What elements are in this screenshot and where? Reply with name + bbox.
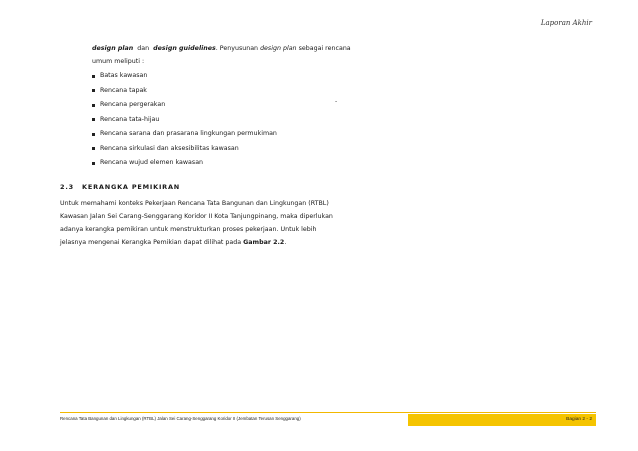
stray-mark: - <box>335 98 338 105</box>
document-header-title: Laporan Akhir <box>540 19 592 27</box>
intro-line-2: umum meliputi : <box>92 58 145 65</box>
term-design-guidelines: design guidelines <box>153 45 216 52</box>
intro-text-2: sebagai rencana <box>296 45 351 52</box>
list-item: Rencana sarana dan prasarana lingkungan permukiman <box>92 127 277 142</box>
intro-paragraph <box>92 42 352 68</box>
paragraph-line: Untuk memahami konteks Pekerjaan Rencana Tata Bangunan dan Lingkungan (RTBL) <box>60 200 329 207</box>
square-bullet-icon <box>92 118 95 121</box>
square-bullet-icon <box>92 147 95 150</box>
list-item: Rencana pergerakan <box>92 98 277 113</box>
intro-text-1: . Penyusunan <box>215 45 261 52</box>
term-design-plan: design plan <box>92 45 134 52</box>
square-bullet-icon <box>92 75 95 78</box>
square-bullet-icon <box>92 104 95 107</box>
list-item: Rencana tapak <box>92 84 277 99</box>
list-item: Rencana sirkulasi dan aksesibilitas kawasan <box>92 142 277 157</box>
section-heading <box>60 183 180 191</box>
square-bullet-icon <box>92 133 95 136</box>
list-item: Rencana tata-hijau <box>92 113 277 128</box>
paragraph-line-last: jelasnya mengenai Kerangka Pemikian dapat dilihat pada Gambar 2.2. <box>60 239 287 246</box>
term-design-plan-2: design plan <box>260 45 297 52</box>
body-paragraph <box>60 197 580 249</box>
section-title: KERANGKA PEMIKIRAN <box>82 183 181 191</box>
footer-document-title: Rencana Tata Bangunan dan Lingkungan (RTBL) Jalan Sei Carang-Senggarang Koridor II (Jembatan Terusan Senggarang) <box>60 416 301 421</box>
footer-divider <box>60 412 596 413</box>
list-item: Batas kawasan <box>92 69 277 84</box>
square-bullet-icon <box>92 162 95 165</box>
footer-page-number: Bagian 2 - 2 <box>408 414 596 426</box>
paragraph-line: adanya kerangka pemikiran untuk menstrukturkan proses pekerjaan. Untuk lebih <box>60 226 317 233</box>
plan-list <box>92 69 277 171</box>
figure-reference: Gambar 2.2 <box>243 239 285 246</box>
paragraph-line: Kawasan Jalan Sei Carang-Senggarang Koridor II Kota Tanjungpinang, maka diperlukan <box>60 213 333 220</box>
intro-conjunction: dan <box>137 45 150 52</box>
square-bullet-icon <box>92 89 95 92</box>
section-number: 2.3 <box>60 183 74 191</box>
list-item: Rencana wujud elemen kawasan <box>92 156 277 171</box>
